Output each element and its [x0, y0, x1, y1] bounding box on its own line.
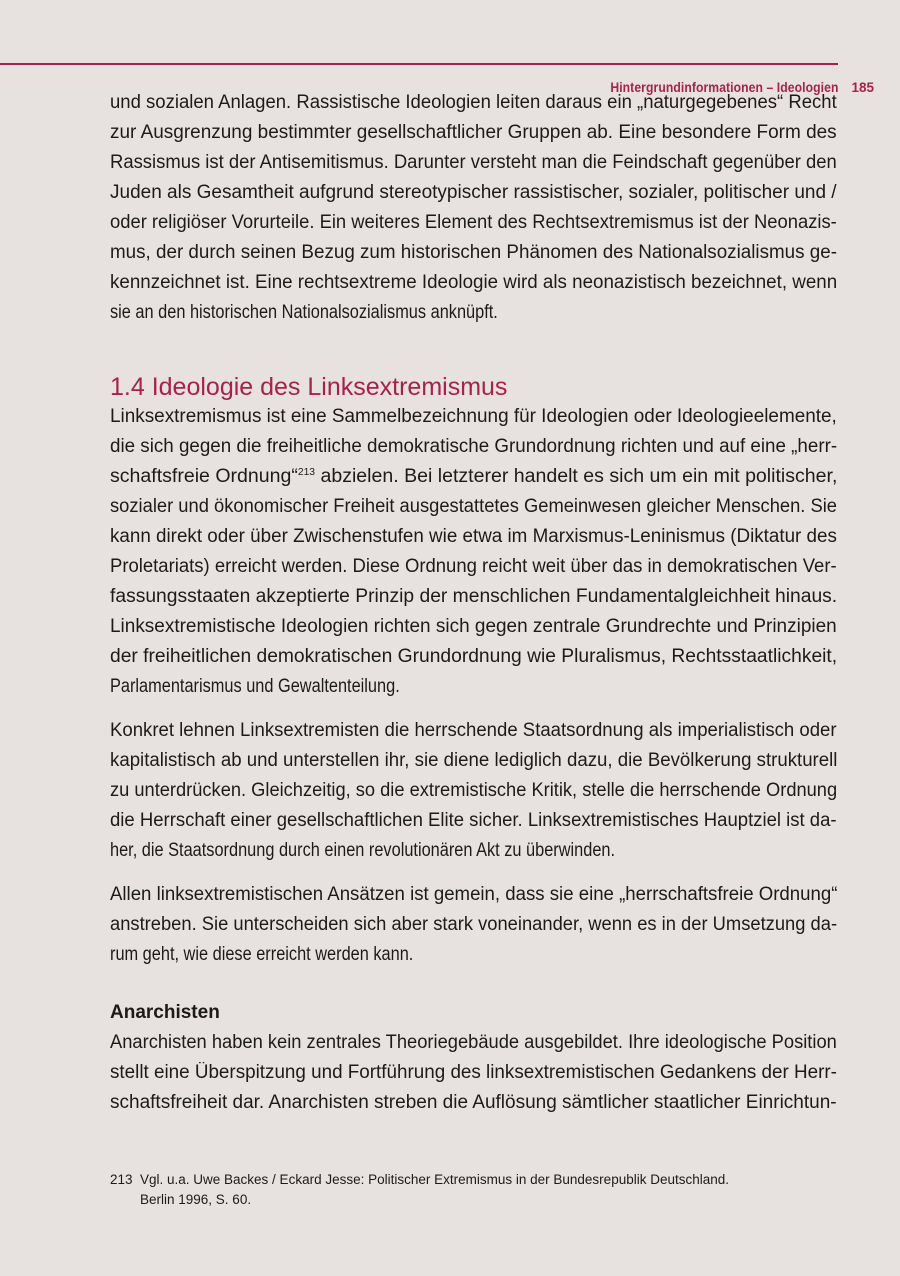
text-line: kann direkt oder über Zwischenstufen wie etwa im Marxismus-Leninismus (Diktatur des	[110, 526, 837, 547]
text-line: rum geht, wie diese erreicht werden kann.	[110, 944, 414, 965]
text-line: die sich gegen die freiheitliche demokratische Grundordnung richten und auf eine „herr-	[110, 436, 837, 457]
text-line: Proletariats) erreicht werden. Diese Ordnung reicht weit über das in demokratischen Ver-	[110, 556, 837, 577]
section-paragraph-2	[110, 716, 837, 866]
anarchisten-paragraph	[110, 1028, 837, 1118]
text-line: zur Ausgrenzung bestimmter gesellschaftlicher Gruppen ab. Eine besondere Form des	[110, 122, 837, 143]
text-fragment: schaftsfreie Ordnung“	[110, 466, 298, 487]
text-line: her, die Staatsordnung durch einen revolutionären Akt zu überwinden.	[110, 840, 616, 861]
text-line: Linksextremismus ist eine Sammelbezeichnung für Ideologien oder Ideologieelemente,	[110, 406, 837, 427]
text-line: schaftsfreiheit dar. Anarchisten streben die Auflösung sämtlicher staatlicher Einrichtun-	[110, 1092, 837, 1113]
text-line: zu unterdrücken. Gleichzeitig, so die extremistische Kritik, stelle die herrschende Ordnung	[110, 780, 837, 801]
text-line: Allen linksextremistischen Ansätzen ist gemein, dass sie eine „herrschaftsfreie Ordnung“	[110, 884, 837, 905]
footnote-reference[interactable]: 213	[297, 467, 316, 478]
text-line: anstreben. Sie unterscheiden sich aber stark voneinander, wenn es in der Umsetzung da-	[110, 914, 837, 935]
text-line: Juden als Gesamtheit aufgrund stereotypischer rassistischer, sozialer, politischer und /	[110, 182, 837, 203]
section-heading: 1.4 Ideologie des Linksextremismus	[110, 373, 508, 401]
text-line: und sozialen Anlagen. Rassistische Ideologien leiten daraus ein „naturgegebenes“ Recht	[110, 92, 837, 113]
text-line: kapitalistisch ab und unterstellen ihr, sie diene lediglich dazu, die Bevölkerung strukturell	[110, 750, 837, 771]
text-line: mus, der durch seinen Bezug zum historischen Phänomen des Nationalsozialismus ge-	[110, 242, 837, 263]
text-line: Linksextremistische Ideologien richten sich gegen zentrale Grundrechte und Prinzipien	[110, 616, 837, 637]
header-rule	[0, 63, 838, 65]
text-line: kennzeichnet ist. Eine rechtsextreme Ideologie wird als neonazistisch bezeichnet, wenn	[110, 272, 837, 293]
text-fragment: abzielen. Bei letzterer handelt es sich um ein mit politischer,	[315, 466, 837, 487]
text-line: Konkret lehnen Linksextremisten die herrschende Staatsordnung als imperialistisch oder	[110, 720, 837, 741]
text-line: Rassismus ist der Antisemitismus. Darunter versteht man die Feindschaft gegenüber den	[110, 152, 837, 173]
text-line: Parlamentarismus und Gewaltenteilung.	[110, 676, 400, 697]
footnote	[110, 1170, 810, 1210]
intro-paragraph	[110, 88, 837, 328]
text-line: sie an den historischen Nationalsozialismus anknüpft.	[110, 302, 498, 323]
text-line: die Herrschaft einer gesellschaftlichen Elite sicher. Linksextremistisches Hauptziel ist da-	[110, 810, 837, 831]
subheading-anarchisten: Anarchisten	[110, 1002, 220, 1023]
text-line: oder religiöser Vorurteile. Ein weiteres Element des Rechtsextremismus ist der Neonazis-	[110, 212, 837, 233]
text-line: fassungsstaaten akzeptierte Prinzip der menschlichen Fundamentalgleichheit hinaus.	[110, 586, 837, 607]
text-line: Anarchisten haben kein zentrales Theoriegebäude ausgebildet. Ihre ideologische Position	[110, 1032, 837, 1053]
page-number: 185	[851, 80, 874, 95]
text-line: sozialer und ökonomischer Freiheit ausgestattetes Gemeinwesen gleicher Menschen. Sie	[110, 496, 837, 517]
section-paragraph-3	[110, 880, 837, 970]
text-line-with-footnote	[110, 462, 837, 492]
page-body	[110, 88, 837, 1132]
text-line: der freiheitlichen demokratischen Grundordnung wie Pluralismus, Rechtsstaatlichkeit,	[110, 646, 837, 667]
text-line: stellt eine Überspitzung und Fortführung des linksextremistischen Gedankens der Herr-	[110, 1062, 837, 1083]
footnote-line	[110, 1170, 810, 1190]
running-title: Hintergrundinformationen – Ideologien	[609, 80, 838, 95]
section-paragraph-1	[110, 402, 837, 702]
footnote-number: 213	[110, 1172, 133, 1187]
footnote-text: Vgl. u.a. Uwe Backes / Eckard Jesse: Politischer Extremismus in der Bundesrepublik Deutschland.	[140, 1172, 730, 1187]
footnote-continuation: Berlin 1996, S. 60.	[140, 1192, 252, 1207]
